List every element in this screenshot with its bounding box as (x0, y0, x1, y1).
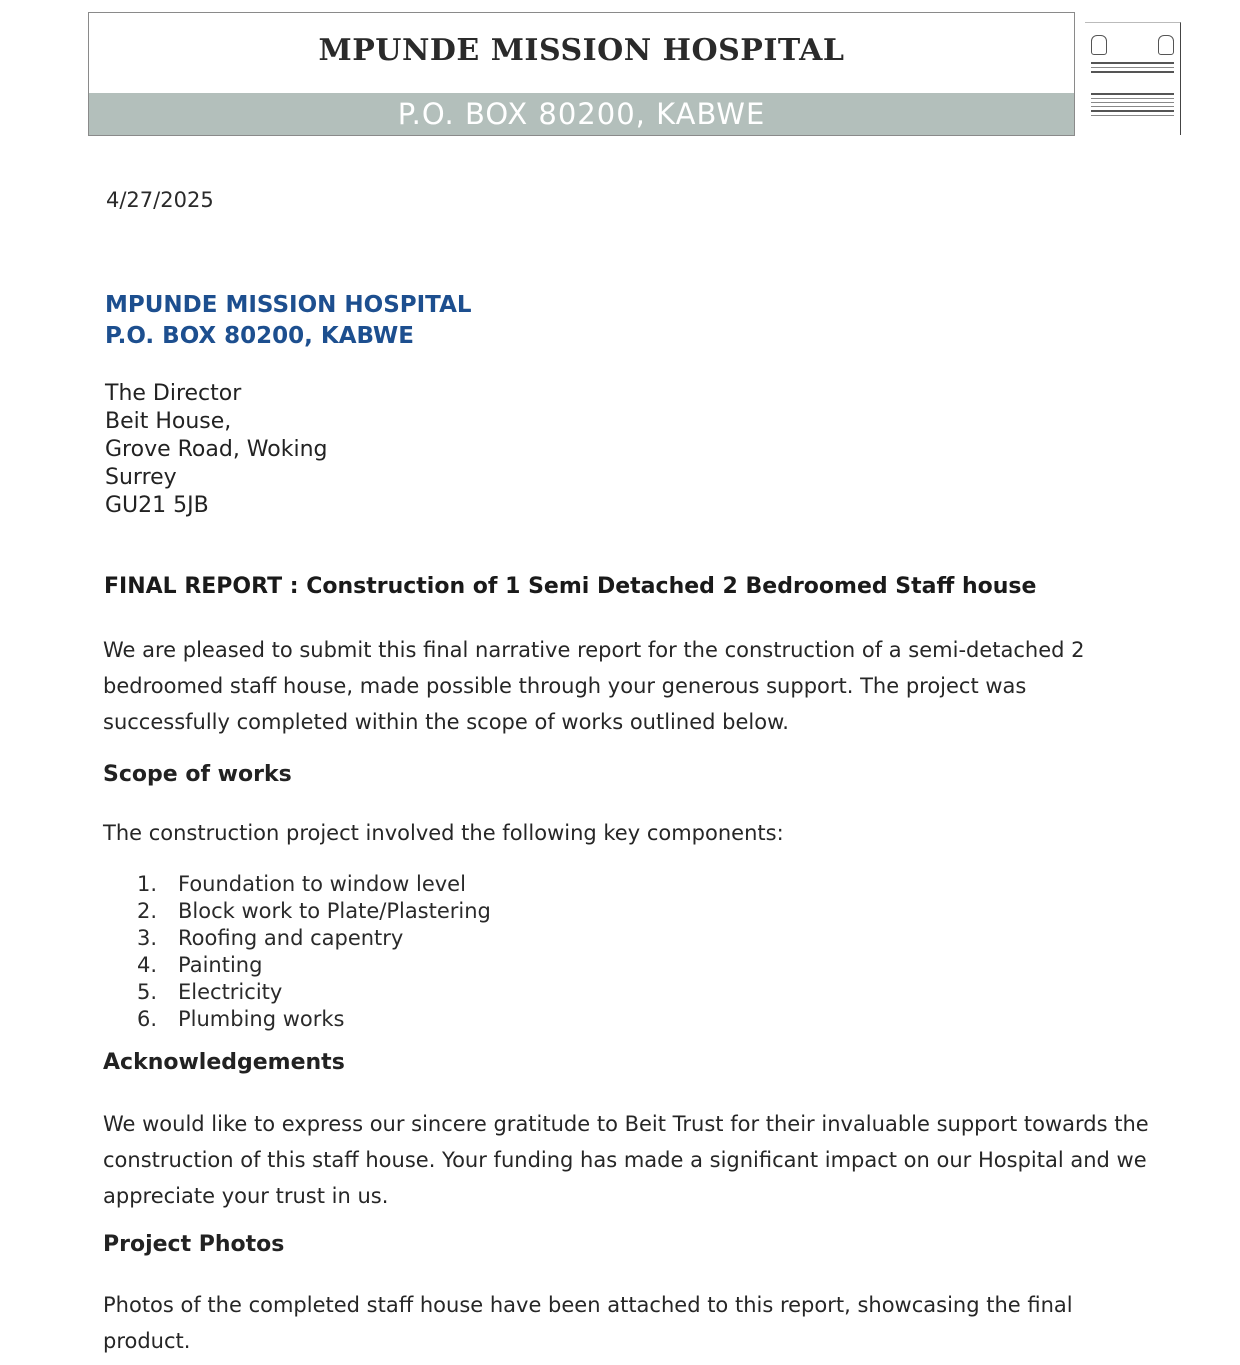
photos-heading: Project Photos (103, 1232, 285, 1257)
recipient-address (105, 380, 328, 520)
acknowledgements-paragraph: We would like to express our sincere gratitude to Beit Trust for their invaluable support towards the construction of this staff house. Your funding has made a significant impact on our Hospital and we appreciate your trust in us. (103, 1112, 1149, 1208)
sender-name: MPUNDE MISSION HOSPITAL (105, 292, 472, 318)
scope-list (137, 871, 491, 1033)
acknowledgements-heading: Acknowledgements (103, 1050, 345, 1075)
scope-heading: Scope of works (103, 762, 292, 787)
recipient-line: The Director (105, 381, 242, 406)
official-stamp (1085, 22, 1181, 135)
sender-block (105, 290, 472, 352)
recipient-line: Beit House, (105, 409, 232, 434)
letterhead (88, 12, 1075, 136)
scope-lead: The construction project involved the following key components: (103, 821, 784, 845)
list-item: 4. Painting (137, 953, 263, 977)
stamp-emblem-right-icon (1158, 35, 1174, 55)
photos-paragraph: Photos of the completed staff house have been attached to this report, showcasing the final product. (103, 1293, 1073, 1353)
list-item: 1. Foundation to window level (137, 872, 466, 896)
recipient-line: Surrey (105, 465, 177, 490)
letterhead-title: MPUNDE MISSION HOSPITAL (318, 33, 845, 68)
intro-paragraph: We are pleased to submit this final narrative report for the construction of a semi-detached 2 bedroomed staff house, made possible through your generous support. The project was successfully completed within the scope of works outlined below. (103, 638, 1085, 734)
stamp-emblem-left-icon (1091, 35, 1107, 55)
list-item: 2. Block work to Plate/Plastering (137, 899, 491, 923)
list-item: 5. Electricity (137, 980, 283, 1004)
recipient-line: GU21 5JB (105, 493, 209, 518)
list-item: 3. Roofing and capentry (137, 926, 404, 950)
letterhead-address-band (89, 93, 1074, 135)
sender-address: P.O. BOX 80200, KABWE (105, 323, 414, 349)
report-title: FINAL REPORT : Construction of 1 Semi Detached 2 Bedroomed Staff house (104, 574, 1037, 599)
list-item: 6. Plumbing works (137, 1007, 345, 1031)
letterhead-address: P.O. BOX 80200, KABWE (397, 97, 766, 131)
letter-date: 4/27/2025 (106, 188, 214, 212)
recipient-line: Grove Road, Woking (105, 437, 328, 462)
